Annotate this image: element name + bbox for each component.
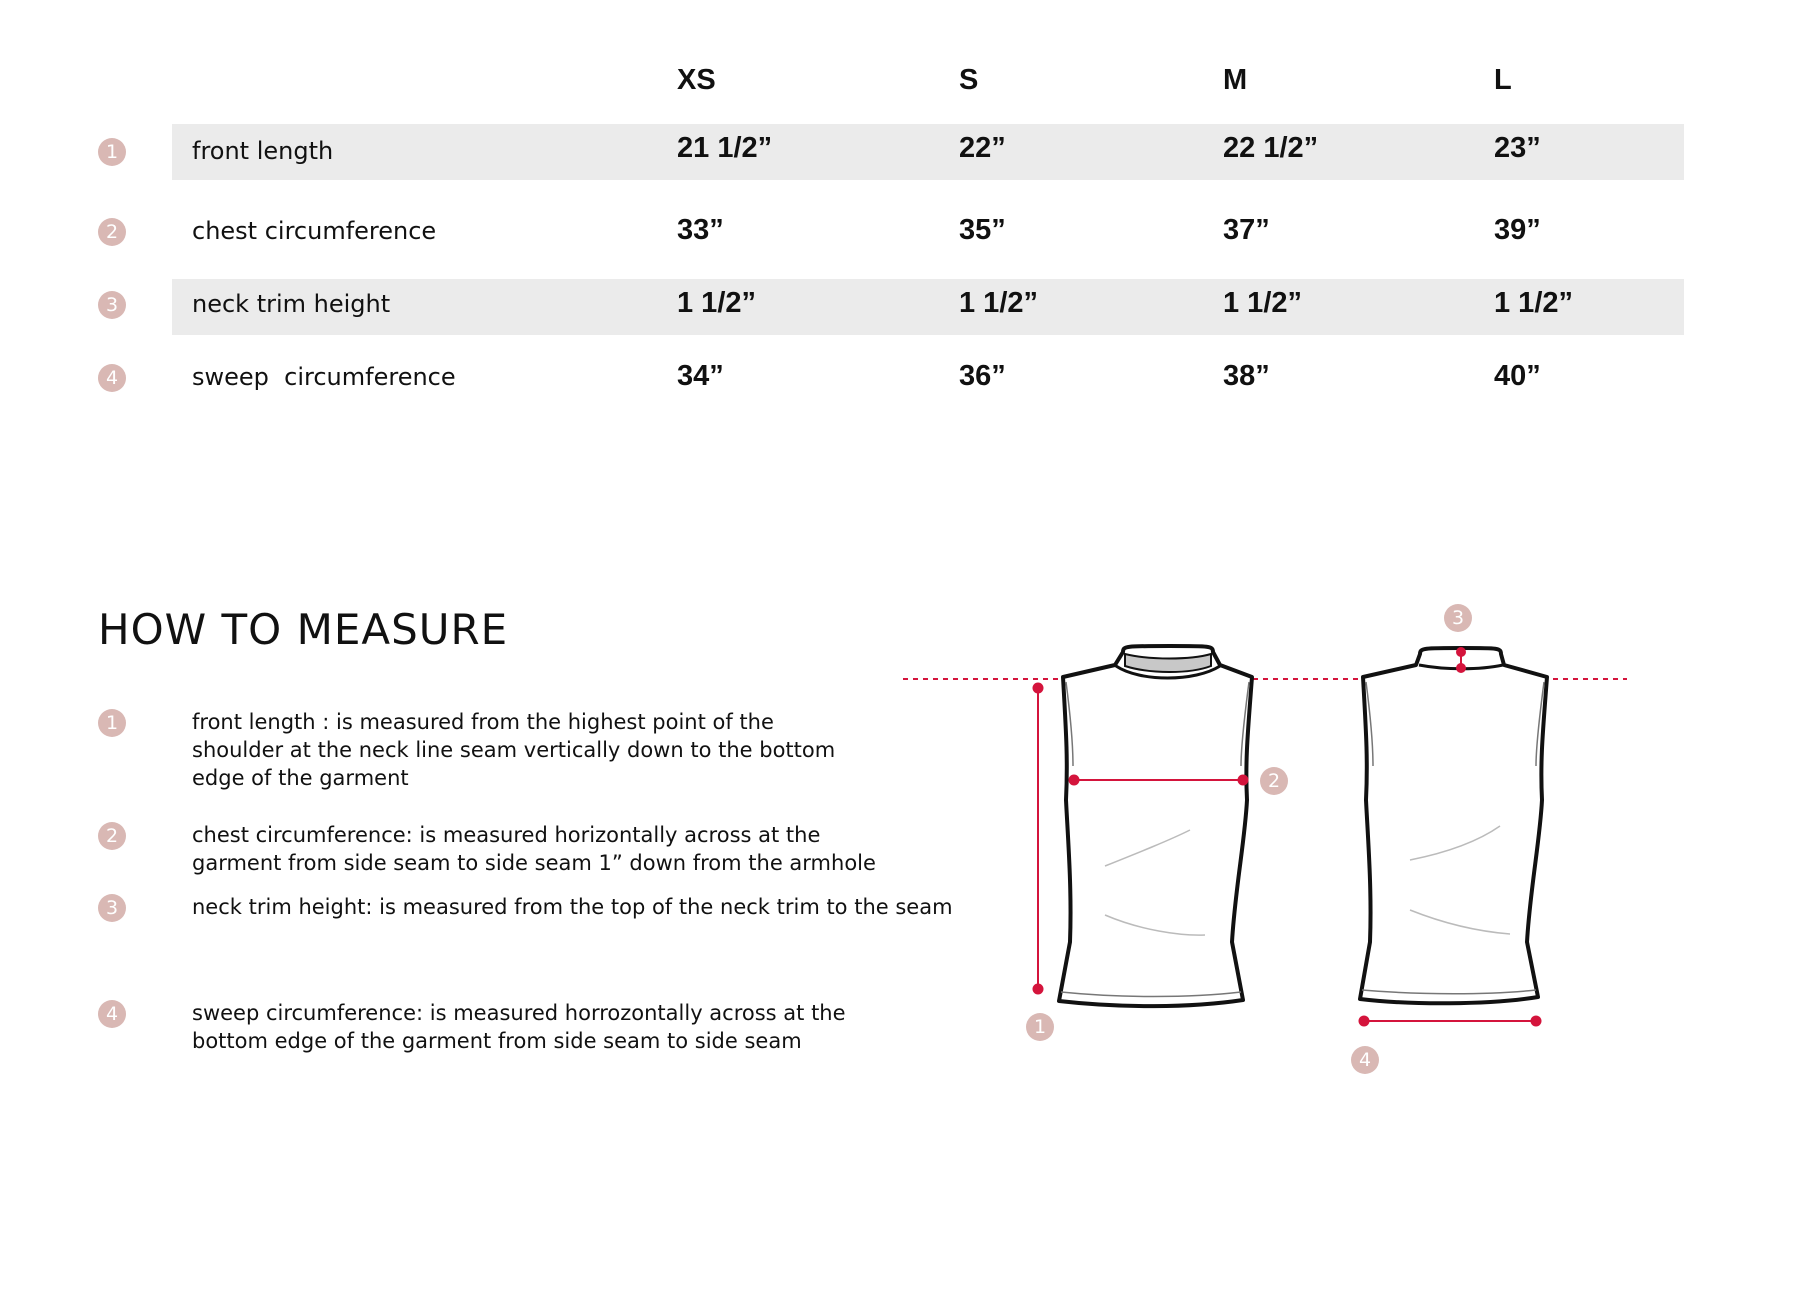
row-label: neck trim height <box>192 290 391 318</box>
size-header-xs: XS <box>677 64 716 96</box>
cell-value: 1 1/2” <box>1494 287 1573 319</box>
diagram-marker-3: 3 <box>1444 604 1472 632</box>
row-label: chest circumference <box>192 217 437 245</box>
instruction-number-badge: 1 <box>98 709 126 737</box>
size-header-s: S <box>959 64 979 96</box>
back-garment-sketch-icon <box>1360 648 1547 1003</box>
row-band-front-length <box>172 124 1684 180</box>
instruction-number-badge: 3 <box>98 894 126 922</box>
instruction-text: chest circumference: is measured horizontally across at the garment from side seam to side seam 1” down from the armhole <box>192 823 876 875</box>
front-length-measure-line <box>1033 683 1044 995</box>
cell-value: 36” <box>959 360 1006 392</box>
diagram-marker-2: 2 <box>1260 767 1288 795</box>
instruction-number-badge: 4 <box>98 1000 126 1028</box>
cell-value: 38” <box>1223 360 1270 392</box>
cell-value: 40” <box>1494 360 1541 392</box>
sweep-measure-line <box>1359 1016 1542 1027</box>
cell-value: 37” <box>1223 214 1270 246</box>
front-garment-sketch-icon <box>1059 646 1252 1006</box>
size-header-l: L <box>1494 64 1512 96</box>
row-label: sweep circumference <box>192 363 456 391</box>
row-band-neck-trim-height <box>172 279 1684 335</box>
row-number-badge: 1 <box>98 138 126 166</box>
diagram-marker-4: 4 <box>1351 1046 1379 1074</box>
instruction-text: sweep circumference: is measured horrozontally across at the bottom edge of the garment from side seam to side seam <box>192 1001 846 1053</box>
cell-value: 35” <box>959 214 1006 246</box>
section-title: HOW TO MEASURE <box>98 605 509 654</box>
diagram-marker-1: 1 <box>1026 1013 1054 1041</box>
cell-value: 22” <box>959 132 1006 164</box>
cell-value: 1 1/2” <box>677 287 756 319</box>
row-number-badge: 3 <box>98 291 126 319</box>
size-header-m: M <box>1223 64 1248 96</box>
row-number-badge: 2 <box>98 218 126 246</box>
cell-value: 22 1/2” <box>1223 132 1319 164</box>
instruction-text: front length : is measured from the highest point of the shoulder at the neck line seam vertically down to the bottom edge of the garment <box>192 710 836 790</box>
cell-value: 1 1/2” <box>1223 287 1302 319</box>
instruction-text: neck trim height: is measured from the top of the neck trim to the seam <box>192 895 953 919</box>
row-number-badge: 4 <box>98 364 126 392</box>
cell-value: 21 1/2” <box>677 132 773 164</box>
instruction-number-badge: 2 <box>98 822 126 850</box>
measurement-diagram <box>890 590 1650 1090</box>
cell-value: 34” <box>677 360 724 392</box>
row-label: front length <box>192 137 334 165</box>
cell-value: 39” <box>1494 214 1541 246</box>
cell-value: 23” <box>1494 132 1541 164</box>
cell-value: 33” <box>677 214 724 246</box>
cell-value: 1 1/2” <box>959 287 1038 319</box>
